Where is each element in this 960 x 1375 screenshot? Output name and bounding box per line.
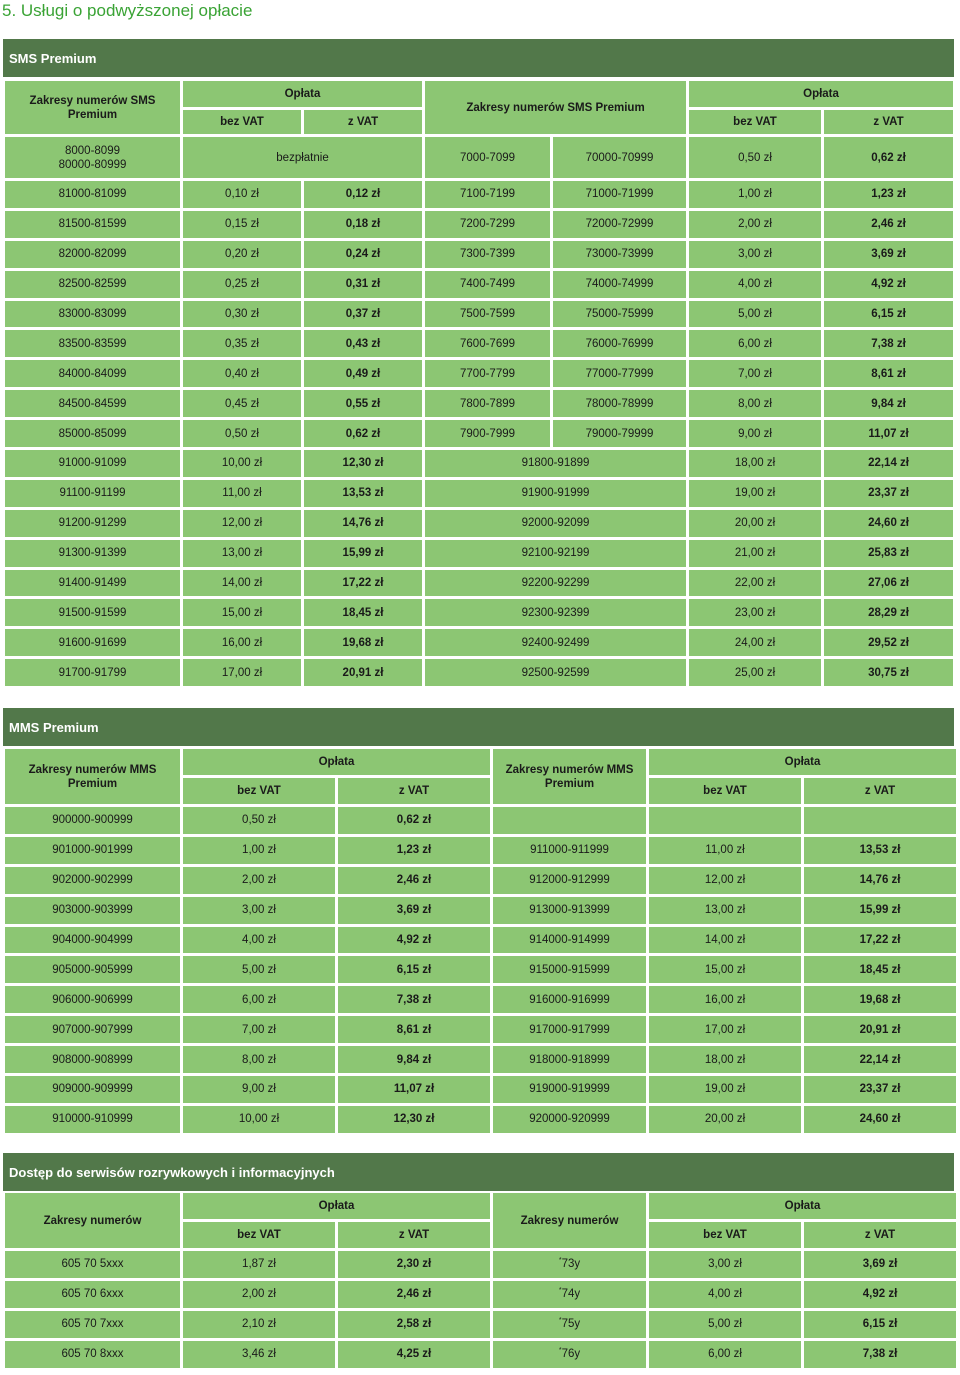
- sms-head-gross-right: z VAT: [824, 110, 953, 134]
- table-row: [5, 1251, 956, 1278]
- table-cell: 914000-914999: [493, 927, 646, 954]
- table-cell: 3,69 zł: [804, 1251, 956, 1278]
- table-cell: 6,15 zł: [338, 956, 490, 983]
- table-cell: 0,40 zł: [183, 360, 301, 387]
- table-cell: 9,84 zł: [338, 1046, 490, 1073]
- table-cell: 91100-91199: [5, 480, 180, 507]
- table-cell: 83500-83599: [5, 330, 180, 357]
- table-row: [5, 330, 953, 357]
- table-cell: 911000-911999: [493, 837, 646, 864]
- table-cell: 18,45 zł: [304, 599, 422, 626]
- table-cell: 17,22 zł: [304, 570, 422, 597]
- mms-head-range-left: Zakresy numerów MMS Premium: [5, 749, 180, 804]
- table-cell: 81000-81099: [5, 181, 180, 208]
- table-cell: 3,46 zł: [183, 1341, 335, 1368]
- table-cell: 0,15 zł: [183, 211, 301, 238]
- table-cell: 901000-901999: [5, 837, 180, 864]
- table-cell: 4,00 zł: [649, 1281, 801, 1308]
- table-cell: 19,00 zł: [689, 480, 821, 507]
- table-cell: 0,50 zł: [183, 807, 335, 834]
- table-row: [5, 867, 956, 894]
- table-cell: 12,00 zł: [183, 510, 301, 537]
- table-cell: 20,91 zł: [304, 659, 422, 686]
- table-cell: 605 70 8xxx: [5, 1341, 180, 1368]
- service-code-cell: [493, 1251, 646, 1278]
- table-cell: 71000-71999: [553, 181, 686, 208]
- table-cell: 23,37 zł: [804, 1076, 956, 1103]
- table-cell: 7100-7199: [425, 181, 550, 208]
- table-row: [5, 540, 953, 567]
- table-cell: 91000-91099: [5, 450, 180, 477]
- service-code: 75y: [561, 1318, 581, 1331]
- table-cell: 12,30 zł: [338, 1106, 490, 1133]
- table-row: [5, 390, 953, 417]
- table-cell: 82500-82599: [5, 271, 180, 298]
- table-cell: 91300-91399: [5, 540, 180, 567]
- table-cell: 91400-91499: [5, 570, 180, 597]
- table-cell: 13,53 zł: [304, 480, 422, 507]
- service-code-cell: [493, 1281, 646, 1308]
- table-cell: 7300-7399: [425, 241, 550, 268]
- table-cell: 1,23 zł: [824, 181, 953, 208]
- table-cell: 7700-7799: [425, 360, 550, 387]
- table-row: [5, 1281, 956, 1308]
- table-cell: 0,45 zł: [183, 390, 301, 417]
- table-cell: 11,00 zł: [183, 480, 301, 507]
- table-cell: 91600-91699: [5, 629, 180, 656]
- service-code: 74y: [561, 1288, 581, 1301]
- table-cell: 1,87 zł: [183, 1251, 335, 1278]
- table-cell: 13,00 zł: [649, 897, 801, 924]
- table-cell: 5,00 zł: [649, 1311, 801, 1338]
- table-cell: 22,14 zł: [824, 450, 953, 477]
- table-cell: [493, 807, 646, 834]
- table-cell: 18,00 zł: [649, 1046, 801, 1073]
- mms-head-fee-left: Opłata: [183, 749, 490, 775]
- sms-free-label: bezpłatnie: [183, 137, 422, 178]
- table-cell: 77000-77999: [553, 360, 686, 387]
- table-cell: 3,69 zł: [824, 241, 953, 268]
- table-cell: 0,55 zł: [304, 390, 422, 417]
- sms-section-title: SMS Premium: [3, 39, 954, 77]
- table-row: [5, 659, 953, 686]
- table-cell: 70000-70999: [553, 137, 686, 178]
- table-cell: 2,30 zł: [338, 1251, 490, 1278]
- table-row: [5, 510, 953, 537]
- asterisk-mark: *: [558, 1257, 562, 1265]
- table-cell: 92100-92199: [425, 540, 686, 567]
- table-cell: 24,60 zł: [824, 510, 953, 537]
- table-cell: 3,00 zł: [183, 897, 335, 924]
- table-cell: 11,07 zł: [338, 1076, 490, 1103]
- table-cell: 25,00 zł: [689, 659, 821, 686]
- access-head-fee-left: Opłata: [183, 1193, 490, 1219]
- table-cell: 0,43 zł: [304, 330, 422, 357]
- table-cell: 7800-7899: [425, 390, 550, 417]
- asterisk-mark: *: [558, 1287, 562, 1295]
- access-head-range-right: Zakresy numerów: [493, 1193, 646, 1248]
- table-cell: 3,69 zł: [338, 897, 490, 924]
- sms-head-gross-left: z VAT: [304, 110, 422, 134]
- service-code: 76y: [561, 1348, 581, 1361]
- table-row: [5, 1016, 956, 1043]
- table-cell: 0,49 zł: [304, 360, 422, 387]
- table-cell: 11,07 zł: [824, 420, 953, 447]
- table-cell: 16,00 zł: [649, 986, 801, 1013]
- table-cell: 14,76 zł: [804, 867, 956, 894]
- table-cell: 913000-913999: [493, 897, 646, 924]
- table-cell: 7900-7999: [425, 420, 550, 447]
- table-cell: 905000-905999: [5, 956, 180, 983]
- page-title: 5. Usługi o podwyższonej opłacie: [2, 1, 253, 20]
- table-cell: 14,00 zł: [649, 927, 801, 954]
- access-head-range-left: Zakresy numerów: [5, 1193, 180, 1248]
- access-head-net-right: bez VAT: [649, 1222, 801, 1248]
- table-cell: 23,00 zł: [689, 599, 821, 626]
- table-row: [5, 241, 953, 268]
- table-cell: 903000-903999: [5, 897, 180, 924]
- table-row: [5, 181, 953, 208]
- table-cell: 0,35 zł: [183, 330, 301, 357]
- access-table: [2, 1190, 959, 1371]
- table-row: [5, 1076, 956, 1103]
- table-cell: 14,00 zł: [183, 570, 301, 597]
- table-cell: 79000-79999: [553, 420, 686, 447]
- table-cell: 904000-904999: [5, 927, 180, 954]
- table-cell: 7500-7599: [425, 301, 550, 328]
- table-cell: 17,00 zł: [183, 659, 301, 686]
- table-cell: 12,30 zł: [304, 450, 422, 477]
- table-cell: 84500-84599: [5, 390, 180, 417]
- sms-table: [2, 78, 956, 689]
- table-row: [5, 360, 953, 387]
- table-cell: 8,61 zł: [338, 1016, 490, 1043]
- table-row: [5, 837, 956, 864]
- table-cell: 25,83 zł: [824, 540, 953, 567]
- table-cell: 18,45 zł: [804, 956, 956, 983]
- table-cell: 20,00 zł: [649, 1106, 801, 1133]
- table-cell: 18,00 zł: [689, 450, 821, 477]
- table-row: [5, 450, 953, 477]
- table-cell: 2,46 zł: [338, 867, 490, 894]
- table-cell: 1,00 zł: [689, 181, 821, 208]
- table-cell: 19,00 zł: [649, 1076, 801, 1103]
- table-cell: 13,00 zł: [183, 540, 301, 567]
- mms-head-gross-right: z VAT: [804, 778, 956, 804]
- table-cell: 85000-85099: [5, 420, 180, 447]
- mms-head-gross-left: z VAT: [338, 778, 490, 804]
- table-cell: 17,22 zł: [804, 927, 956, 954]
- table-cell: 5,00 zł: [183, 956, 335, 983]
- table-cell: 605 70 7xxx: [5, 1311, 180, 1338]
- table-cell: 16,00 zł: [183, 629, 301, 656]
- table-cell: 0,50 zł: [183, 420, 301, 447]
- table-cell: 0,12 zł: [304, 181, 422, 208]
- table-cell: 3,00 zł: [689, 241, 821, 268]
- table-cell: 0,50 zł: [689, 137, 821, 178]
- table-cell: 916000-916999: [493, 986, 646, 1013]
- table-cell: 81500-81599: [5, 211, 180, 238]
- access-head-net-left: bez VAT: [183, 1222, 335, 1248]
- table-cell: 0,25 zł: [183, 271, 301, 298]
- table-cell: 6,00 zł: [183, 986, 335, 1013]
- table-cell: 92400-92499: [425, 629, 686, 656]
- table-cell: 84000-84099: [5, 360, 180, 387]
- table-cell: 3,00 zł: [649, 1251, 801, 1278]
- table-cell: 19,68 zł: [804, 986, 956, 1013]
- table-cell: 21,00 zł: [689, 540, 821, 567]
- table-cell: 23,37 zł: [824, 480, 953, 507]
- table-cell: 908000-908999: [5, 1046, 180, 1073]
- table-cell: 7,00 zł: [689, 360, 821, 387]
- table-cell: 14,76 zł: [304, 510, 422, 537]
- table-cell: 1,23 zł: [338, 837, 490, 864]
- table-cell: 917000-917999: [493, 1016, 646, 1043]
- table-cell: 902000-902999: [5, 867, 180, 894]
- mms-head-net-left: bez VAT: [183, 778, 335, 804]
- sms-head-fee-left: Opłata: [183, 81, 422, 107]
- access-head-gross-right: z VAT: [804, 1222, 956, 1248]
- table-cell: 0,24 zł: [304, 241, 422, 268]
- table-cell: 82000-82099: [5, 241, 180, 268]
- table-cell: 0,62 zł: [304, 420, 422, 447]
- table-cell: 4,00 zł: [689, 271, 821, 298]
- table-cell: 7,00 zł: [183, 1016, 335, 1043]
- table-cell: 5,00 zł: [689, 301, 821, 328]
- table-row: [5, 480, 953, 507]
- table-cell: 605 70 5xxx: [5, 1251, 180, 1278]
- table-cell: 0,10 zł: [183, 181, 301, 208]
- sms-head-net-left: bez VAT: [183, 110, 301, 134]
- table-cell: 15,00 zł: [183, 599, 301, 626]
- table-cell: 20,91 zł: [804, 1016, 956, 1043]
- table-cell: 20,00 zł: [689, 510, 821, 537]
- table-cell: 7,38 zł: [804, 1341, 956, 1368]
- asterisk-mark: *: [558, 1347, 562, 1355]
- mms-head-range-right: Zakresy numerów MMS Premium: [493, 749, 646, 804]
- table-cell: 10,00 zł: [183, 450, 301, 477]
- table-cell: 91500-91599: [5, 599, 180, 626]
- table-cell: 8,00 zł: [689, 390, 821, 417]
- table-row: [5, 897, 956, 924]
- table-row: [5, 599, 953, 626]
- table-cell: 6,00 zł: [649, 1341, 801, 1368]
- table-cell: 91700-91799: [5, 659, 180, 686]
- table-cell: 19,68 zł: [304, 629, 422, 656]
- table-cell: 15,99 zł: [804, 897, 956, 924]
- access-head-fee-right: Opłata: [649, 1193, 956, 1219]
- table-cell: 74000-74999: [553, 271, 686, 298]
- table-cell: 2,10 zł: [183, 1311, 335, 1338]
- table-cell: 92200-92299: [425, 570, 686, 597]
- table-cell: [649, 807, 801, 834]
- table-cell: 91200-91299: [5, 510, 180, 537]
- table-cell: 11,00 zł: [649, 837, 801, 864]
- table-cell: 918000-918999: [493, 1046, 646, 1073]
- sms-head-net-right: bez VAT: [689, 110, 821, 134]
- table-cell: 92000-92099: [425, 510, 686, 537]
- table-cell: 907000-907999: [5, 1016, 180, 1043]
- table-cell: 29,52 zł: [824, 629, 953, 656]
- table-cell: 92300-92399: [425, 599, 686, 626]
- table-row: [5, 301, 953, 328]
- table-cell: 8,61 zł: [824, 360, 953, 387]
- table-row: [5, 629, 953, 656]
- service-code-cell: [493, 1341, 646, 1368]
- table-cell: 91800-91899: [425, 450, 686, 477]
- table-cell: [804, 807, 956, 834]
- table-cell: 72000-72999: [553, 211, 686, 238]
- table-cell: 6,00 zł: [689, 330, 821, 357]
- table-cell: 27,06 zł: [824, 570, 953, 597]
- sms-free-range: 8000-8099 80000-80999: [5, 137, 180, 178]
- table-cell: 7,38 zł: [338, 986, 490, 1013]
- table-cell: 910000-910999: [5, 1106, 180, 1133]
- table-cell: 919000-919999: [493, 1076, 646, 1103]
- table-row: [5, 956, 956, 983]
- table-cell: 2,00 zł: [183, 867, 335, 894]
- table-cell: 15,00 zł: [649, 956, 801, 983]
- table-cell: 605 70 6xxx: [5, 1281, 180, 1308]
- table-row: [5, 927, 956, 954]
- table-cell: 8,00 zł: [183, 1046, 335, 1073]
- table-cell: 75000-75999: [553, 301, 686, 328]
- table-cell: 7400-7499: [425, 271, 550, 298]
- table-cell: 9,00 zł: [183, 1076, 335, 1103]
- table-cell: 4,25 zł: [338, 1341, 490, 1368]
- table-cell: 0,31 zł: [304, 271, 422, 298]
- table-cell: 906000-906999: [5, 986, 180, 1013]
- table-cell: 0,20 zł: [183, 241, 301, 268]
- table-cell: 92500-92599: [425, 659, 686, 686]
- table-cell: 22,00 zł: [689, 570, 821, 597]
- table-cell: 6,15 zł: [804, 1311, 956, 1338]
- table-cell: 2,46 zł: [338, 1281, 490, 1308]
- table-cell: 4,00 zł: [183, 927, 335, 954]
- table-cell: 73000-73999: [553, 241, 686, 268]
- table-row: [5, 1106, 956, 1133]
- mms-head-fee-right: Opłata: [649, 749, 956, 775]
- table-row: [5, 211, 953, 238]
- table-cell: 4,92 zł: [804, 1281, 956, 1308]
- mms-head-net-right: bez VAT: [649, 778, 801, 804]
- asterisk-mark: *: [558, 1317, 562, 1325]
- table-cell: 0,62 zł: [338, 807, 490, 834]
- access-section-title: Dostęp do serwisów rozrywkowych i informacyjnych: [3, 1153, 954, 1191]
- table-cell: 7,38 zł: [824, 330, 953, 357]
- table-cell: 900000-900999: [5, 807, 180, 834]
- table-cell: 13,53 zł: [804, 837, 956, 864]
- table-cell: 91900-91999: [425, 480, 686, 507]
- table-cell: 4,92 zł: [338, 927, 490, 954]
- table-cell: 6,15 zł: [824, 301, 953, 328]
- table-cell: 9,84 zł: [824, 390, 953, 417]
- table-cell: 78000-78999: [553, 390, 686, 417]
- table-cell: 2,00 zł: [183, 1281, 335, 1308]
- table-cell: 15,99 zł: [304, 540, 422, 567]
- table-cell: 28,29 zł: [824, 599, 953, 626]
- table-cell: 7600-7699: [425, 330, 550, 357]
- table-cell: 76000-76999: [553, 330, 686, 357]
- table-row: [5, 420, 953, 447]
- mms-section-title: MMS Premium: [3, 708, 954, 746]
- table-row: [5, 1311, 956, 1338]
- table-cell: 24,60 zł: [804, 1106, 956, 1133]
- table-row: [5, 1046, 956, 1073]
- table-cell: 0,62 zł: [824, 137, 953, 178]
- table-cell: 7200-7299: [425, 211, 550, 238]
- table-cell: 30,75 zł: [824, 659, 953, 686]
- table-cell: 1,00 zł: [183, 837, 335, 864]
- mms-table: [2, 746, 959, 1136]
- table-cell: 2,58 zł: [338, 1311, 490, 1338]
- table-cell: 0,30 zł: [183, 301, 301, 328]
- table-cell: 2,46 zł: [824, 211, 953, 238]
- table-cell: 0,37 zł: [304, 301, 422, 328]
- table-cell: 920000-920999: [493, 1106, 646, 1133]
- table-cell: 83000-83099: [5, 301, 180, 328]
- table-cell: 4,92 zł: [824, 271, 953, 298]
- sms-head-range-left: Zakresy numerów SMS Premium: [5, 81, 180, 134]
- table-cell: 915000-915999: [493, 956, 646, 983]
- table-cell: 12,00 zł: [649, 867, 801, 894]
- table-cell: 912000-912999: [493, 867, 646, 894]
- table-row: [5, 807, 956, 834]
- table-cell: 7000-7099: [425, 137, 550, 178]
- access-head-gross-left: z VAT: [338, 1222, 490, 1248]
- table-cell: 9,00 zł: [689, 420, 821, 447]
- table-cell: 17,00 zł: [649, 1016, 801, 1043]
- table-row: [5, 986, 956, 1013]
- sms-head-range-right: Zakresy numerów SMS Premium: [425, 81, 686, 134]
- table-cell: 22,14 zł: [804, 1046, 956, 1073]
- service-code: 73y: [561, 1258, 581, 1271]
- table-cell: 2,00 zł: [689, 211, 821, 238]
- table-row: [5, 570, 953, 597]
- service-code-cell: [493, 1311, 646, 1338]
- table-row: [5, 271, 953, 298]
- table-cell: 24,00 zł: [689, 629, 821, 656]
- table-cell: 10,00 zł: [183, 1106, 335, 1133]
- table-cell: 909000-909999: [5, 1076, 180, 1103]
- sms-head-fee-right: Opłata: [689, 81, 953, 107]
- table-row: [5, 1341, 956, 1368]
- table-cell: 0,18 zł: [304, 211, 422, 238]
